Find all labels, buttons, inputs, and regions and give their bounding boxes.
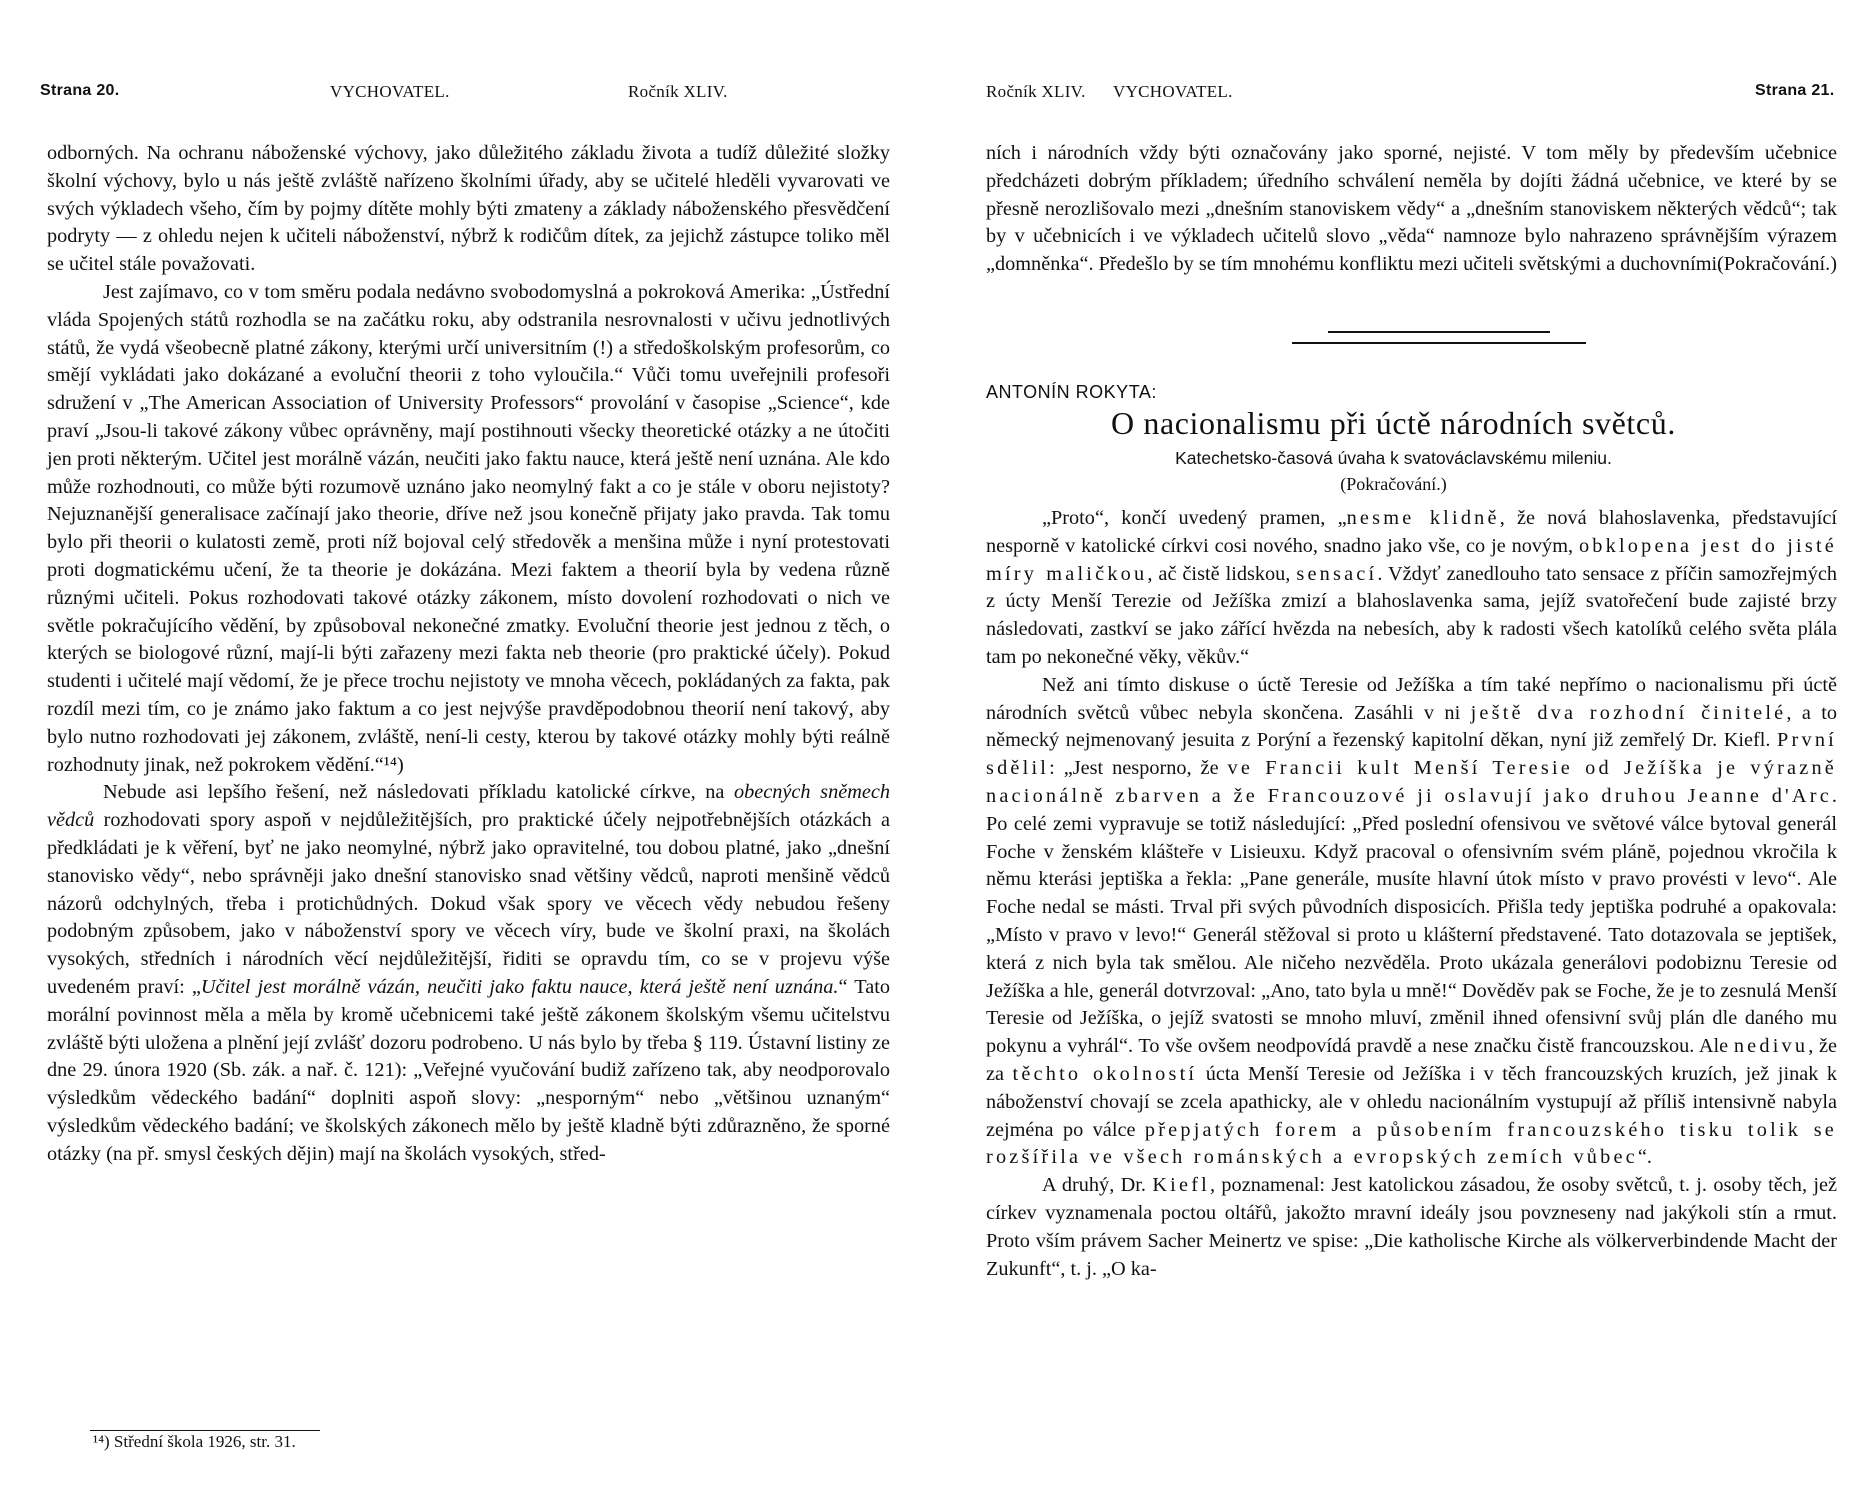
volume-label-right: Ročník XLIV. xyxy=(986,82,1086,101)
text-run: . Po celé zemi vypravuje se totiž následující: „Před poslední ofensivou ve světové válce bytoval generál Foche v ženském klášteře v Lisieuxu. Když pracoval o ofensivním svém plánĕ, pojednou vkročila k němu kterási jeptiška a řekla: „Pane generále, musíte hlavní útok místo v pravo provésti v levo“. Ale Foche nedal se másti. Trval při svých původních disposicích. Přišla tedy jeptiška podruhé a opakovala: „Místo v pravo v levo!“ Generál stěžoval si proto u klášterní představené. Tato dotazovala se jeptišek, která z nich byla tak smělou. Ale ničeho nezvěděla. Proto ukázala generálovi podobiznu Teresie od Ježíška a hle, generál dotvrzoval: „Ano, tato byla u mně!“ Dověděv pak se Foche, že je to zesnulá Menší Teresie od Ježíška, o jejíž svatosti se mnoho mluví, změnil ihned ofensivní svůj plán dle daného mu pokynu a vyhrál“. To vše ovšem neodpovídá pravdě a nese značku čistě francouzskou. Ale xyxy=(986,784,1837,1058)
footnote-divider xyxy=(90,1430,320,1431)
continued-note: (Pokračování.) xyxy=(1717,253,1837,276)
text-run: , ač čistě lidskou, xyxy=(1147,562,1297,585)
article-title: O nacionalismu při úctě národních světců. xyxy=(1111,405,1676,441)
text-run: A druhý, Dr. xyxy=(1042,1174,1153,1197)
text-run: “. xyxy=(1637,1146,1652,1169)
spaced-run: Kiefl xyxy=(1152,1174,1210,1197)
spaced-run: přepjatých forem a působením francouzského tisku tolik se rozšířila ve všech románských a evropských zemích vůbec xyxy=(986,1118,1837,1169)
article-subtitle: Katechetsko-časová úvaha k svatováclavskému mileniu. xyxy=(1175,448,1612,468)
text-run: rozhodovati spory aspoň v nejdůležitějších, pro praktické účely nejpotřebnějších otázkách a předkládati je k věření, byť ne jako neomylné, nýbrž jako opravitelné, tou dobou platné, jako „dnešní stanovisko vědy“, nebo správněji jako dnešní stanovisko snad většiny vědců, naproti menšině vědců názorů odchylných, třeba i protichůdných. Dokud však spory ve věcech vědy nebudou řešeny podobným způsobem, jako v náboženství spory ve věcech víry, bude ve školní praxi, na školách vysokých, středních i národních věcí nejdůležitější, řiditi se opravdu tím, co se v projevu výše uvedeném praví: „ xyxy=(47,809,890,998)
page-number-left: Strana 20. xyxy=(40,82,120,99)
paragraph xyxy=(47,779,890,1168)
spaced-run: První sdělil xyxy=(986,729,1837,780)
spaced-run: těchto okolností xyxy=(1012,1062,1198,1085)
paragraph: ních i národních vždy býti označovány jako sporné, nejisté. V tom měly by především učebnice předcházeti dobrým příkladem; úředního schválení neměla by dojíti žádná učebnice, ve které by se přesně nerozlišovalo mezi „dnešním stanoviskem vědy“ a „dnešním stanoviskem některých vědců“; tak by v učebnicích i ve výkladech učitelů slovo „věda“ namnoze bylo nahrazeno správnějším výrazem „domněnka“. Předešlo by se tím mnohému konfliktu mezi učiteli světskými a duchovními. xyxy=(986,142,1837,276)
paragraph xyxy=(986,505,1837,672)
text-column-left xyxy=(47,140,890,1168)
text-run: , poznamenal: Jest katolickou zásadou, že osoby světců, t. j. osoby těch, jež církev vyznamenala poctou oltářů, jakožto mravní ideály jsou povzneseny nad jakýkoli stín a rmut. Proto vším právem Sacher Meinertz ve spise: „Die katholische Kirche als völkerverbindende Macht der Zukunft“, t. j. „O ka- xyxy=(986,1174,1837,1280)
paragraph: odborných. Na ochranu náboženské výchovy, jako důležitého základu života a tudíž důležité složky školní výchovy, bylo u nás ještě zvláště nařízeno školními úřady, aby se učitelé hleděli vyvarovati ve svých výkladech všeho, čím by pojmy dítěte mohly býti zmateny a základy náboženského přesvědčení podryty — z ohledu nejen k učiteli náboženství, nýbrž k rodičům dítek, za jejichž zástupce toliko měl se učitel stále považovati. xyxy=(47,142,890,276)
text-run: „Proto“, končí uvedený pramen, „ xyxy=(1042,507,1347,529)
text-run: “ Tato morální povinnost měla a měla by kromě učebnicemi také ještě zákonem školským všemu učitelstvu zvláště býti uložena a plnění její zvlášť dozoru podrobeno. U nás bylo by třeba § 119. Ústavní listiny ze dne 29. února 1920 (Sb. zák. a nař. č. 121): „Veřejné vyučování budiž zařízeno tak, aby neodporovalo výsledkům vědeckého badání“ doplniti aspoň slovy: „nesporným“ nebo „většinou uznaným“ výsledkům vědeckého badání; ve školských zákonech mělo by ještě kladně býti zdůrazněno, že sporné otázky (na př. smysl českých dějin) mají na školách vysokých, střed- xyxy=(47,975,890,1165)
text-run: úcta Menší Teresie od Ježíška i v těch francouzských kruzích, jež jinak k náboženství chovají se zcela apathicky, ale v ohledu nacionálním vystupují až příliš intensivně nabyla zejména po válce xyxy=(986,1062,1838,1141)
text-run: , a to německý nejmenovaný jesuita z Porýní a řezenský kapitolní děkan, nyní již zemřelý Dr. Kiefl. xyxy=(986,701,1837,752)
spaced-run: nesme klidně xyxy=(1346,507,1500,529)
text-run: . Vždyť zanedlouho tato sensace z příčin samozřejmých z úcty Menší Terezie od Ježíška zmizí a blahoslavenka sama, jejíž svatořečení bude zajisté brzy následovati, zastkví se jako zářící hvězda na nebesích, aby k radosti všech katolíků celého světa plála tam po nekonečné věky, věkův.“ xyxy=(986,562,1837,668)
volume-label-left: Ročník XLIV. xyxy=(628,82,728,101)
right-page xyxy=(929,0,1858,1500)
text-run: , že nová blahoslavenka, představující nesporně v katolické církvi cosi nového, snadno jako vše, co je novým, xyxy=(986,507,1837,557)
spaced-run: ve Francii kult Menší Teresie od Ježíška je výrazně nacionálně zbarven a že Francouzové ji oslavují jako druhou Jeanne d'Arc xyxy=(986,757,1837,807)
section-divider xyxy=(1328,331,1550,333)
spaced-run: obklopena jest do jisté míry maličkou xyxy=(986,534,1837,585)
paragraph xyxy=(986,672,1837,1172)
spaced-run: sensací xyxy=(1296,562,1378,585)
text-run: : „Jest nesporno, že xyxy=(1049,757,1228,780)
running-title-left: VYCHOVATEL. xyxy=(330,82,450,101)
text-column-right-main xyxy=(986,505,1837,1283)
continuation-note: (Pokračování.) xyxy=(1340,474,1447,494)
section-divider xyxy=(1292,342,1586,344)
spaced-run: nedivu xyxy=(1733,1035,1809,1058)
italic-run: Učitel jest morálně vázán, neučiti jako faktu nauce, která ještě není uznána. xyxy=(200,975,839,998)
paragraph: Jest zajímavo, co v tom směru podala nedávno svobodomyslná a pokroková Amerika: „Ústřední vláda Spojených států rozhodla se na začátku roku, aby odstranila nesrovnalosti v učivu jednotlivých států, že vydá všeobecně platné zákony, kterými určí universitním (!) a středoškolským profesorům, co smějí vykládati jako dokázané a evoluční theorii z toho vyloučila.“ Vůči tomu uveřejnili profesoři sdružení v „The American Association of University Professors“ provolání v časopise „Science“, kde praví „Jsou-li takové zákony vůbec oprávněny, mají postihnouti všecky theoretické otázky a ne útočiti jen proti některým. Učitel jest morálně vázán, neučiti jako faktu nauce, která ještě není uznána. Ale kdo může rozhodnouti, co může býti rozumově uznáno jako neomylný fakt a co je stále v oboru nejistoty? Nejuznanější generalisace začínají jako theorie, dříve než jsou konečně přijaty jako pravda. Tak tomu bylo při theorii o kulatosti země, proti níž bojoval celý středověk a menšina může i nyní protestovati proti dogmatickému učení, že ta theorie je dokázána. Mezi faktem a theorií byla by vedena různě různými učiteli. Pokus rozhodovati takové otázky zákonem, místo dovolení rozhodovati o nich ve světle pokračujícího vědění, by způsoboval nekonečné zmatky. Evoluční theorie jest jednou z těch, o kterých se biologové různí, mají-li býti zařazeny mezi fakta neb theorie (pro praktické účely). Pokud studenti i učitelé mají vědomí, že je přece trochu nejistoty ve mnoha věcech, pokládaných za fakta, pak rozdíl mezi tím, co je známo jako faktum a co jest nejvýše pravděpodobnou theorií není takový, aby bylo nutno rozhodovati jej zákonem, zvláště, není-li cesty, kterou by takové otázky mohly býti reálně rozhodnuty jinak, než pokrokem vědění.“¹⁴) xyxy=(47,280,890,776)
paragraph xyxy=(986,1172,1837,1283)
text-column-right-top xyxy=(986,140,1837,279)
footnote: ¹⁴) Střední škola 1926, str. 31. xyxy=(93,1432,296,1451)
article-author: ANTONÍN ROKYTA: xyxy=(986,382,1157,402)
text-run: Než ani tímto diskuse o úctě Teresie od Ježíška a tím také nepřímo o nacionalismu při úctě národních světců vůbec nebyla skončena. Zasáhli v ni xyxy=(986,673,1837,724)
running-title-right: VYCHOVATEL. xyxy=(1113,82,1233,101)
text-run: Nebude asi lepšího řešení, než následovati příkladu katolické církve, na xyxy=(103,781,734,804)
text-run: , že za xyxy=(986,1035,1837,1085)
page-number-right: Strana 21. xyxy=(1755,82,1835,99)
italic-run: obecných sněmech vědců xyxy=(47,781,890,832)
spaced-run: ještě dva rozhodní činitelé xyxy=(1470,701,1787,724)
